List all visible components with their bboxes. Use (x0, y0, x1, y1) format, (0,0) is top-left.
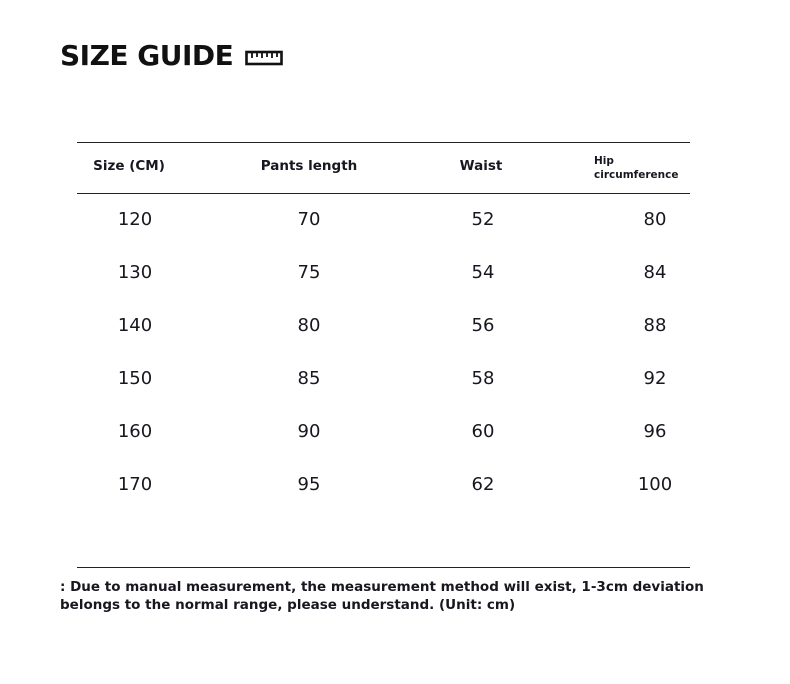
cell-pants-length: 80 (297, 315, 321, 336)
cell-waist: 52 (471, 209, 495, 230)
ruler-icon (245, 50, 283, 66)
cell-hip: 88 (643, 315, 667, 336)
cell-size: 140 (117, 315, 153, 336)
page-title: SIZE GUIDE (60, 39, 234, 72)
header-size: Size (CM) (93, 158, 165, 174)
cell-pants-length: 90 (297, 421, 321, 442)
table-row (77, 459, 690, 512)
cell-pants-length: 85 (297, 368, 321, 389)
cell-hip: 80 (643, 209, 667, 230)
cell-pants-length: 70 (297, 209, 321, 230)
cell-waist: 54 (471, 262, 495, 283)
cell-size: 120 (117, 209, 153, 230)
table-row (77, 353, 690, 406)
cell-waist: 58 (471, 368, 495, 389)
title-row (60, 38, 283, 74)
table-row (77, 194, 690, 247)
measurement-note (60, 578, 760, 614)
cell-waist: 60 (471, 421, 495, 442)
header-hip-line2: circumference (594, 169, 679, 181)
cell-waist: 56 (471, 315, 495, 336)
cell-pants-length: 95 (297, 474, 321, 495)
header-hip-line1: Hip (594, 155, 614, 167)
table-row (77, 406, 690, 459)
cell-size: 130 (117, 262, 153, 283)
header-hip-circumference (594, 154, 694, 182)
table-row (77, 247, 690, 300)
cell-waist: 62 (471, 474, 495, 495)
cell-pants-length: 75 (297, 262, 321, 283)
header-pants-length: Pants length (260, 158, 358, 174)
table-header (77, 142, 690, 194)
table-bottom-rule (77, 567, 690, 568)
cell-hip: 100 (637, 474, 673, 495)
cell-size: 160 (117, 421, 153, 442)
table-row (77, 300, 690, 353)
note-line-2: belongs to the normal range, please understand. (Unit: cm) (60, 597, 516, 613)
cell-hip: 92 (643, 368, 667, 389)
header-waist: Waist (459, 158, 503, 174)
cell-hip: 84 (643, 262, 667, 283)
cell-size: 170 (117, 474, 153, 495)
cell-size: 150 (117, 368, 153, 389)
cell-hip: 96 (643, 421, 667, 442)
note-line-1: : Due to manual measurement, the measurement method will exist, 1-3cm deviation (60, 579, 704, 595)
